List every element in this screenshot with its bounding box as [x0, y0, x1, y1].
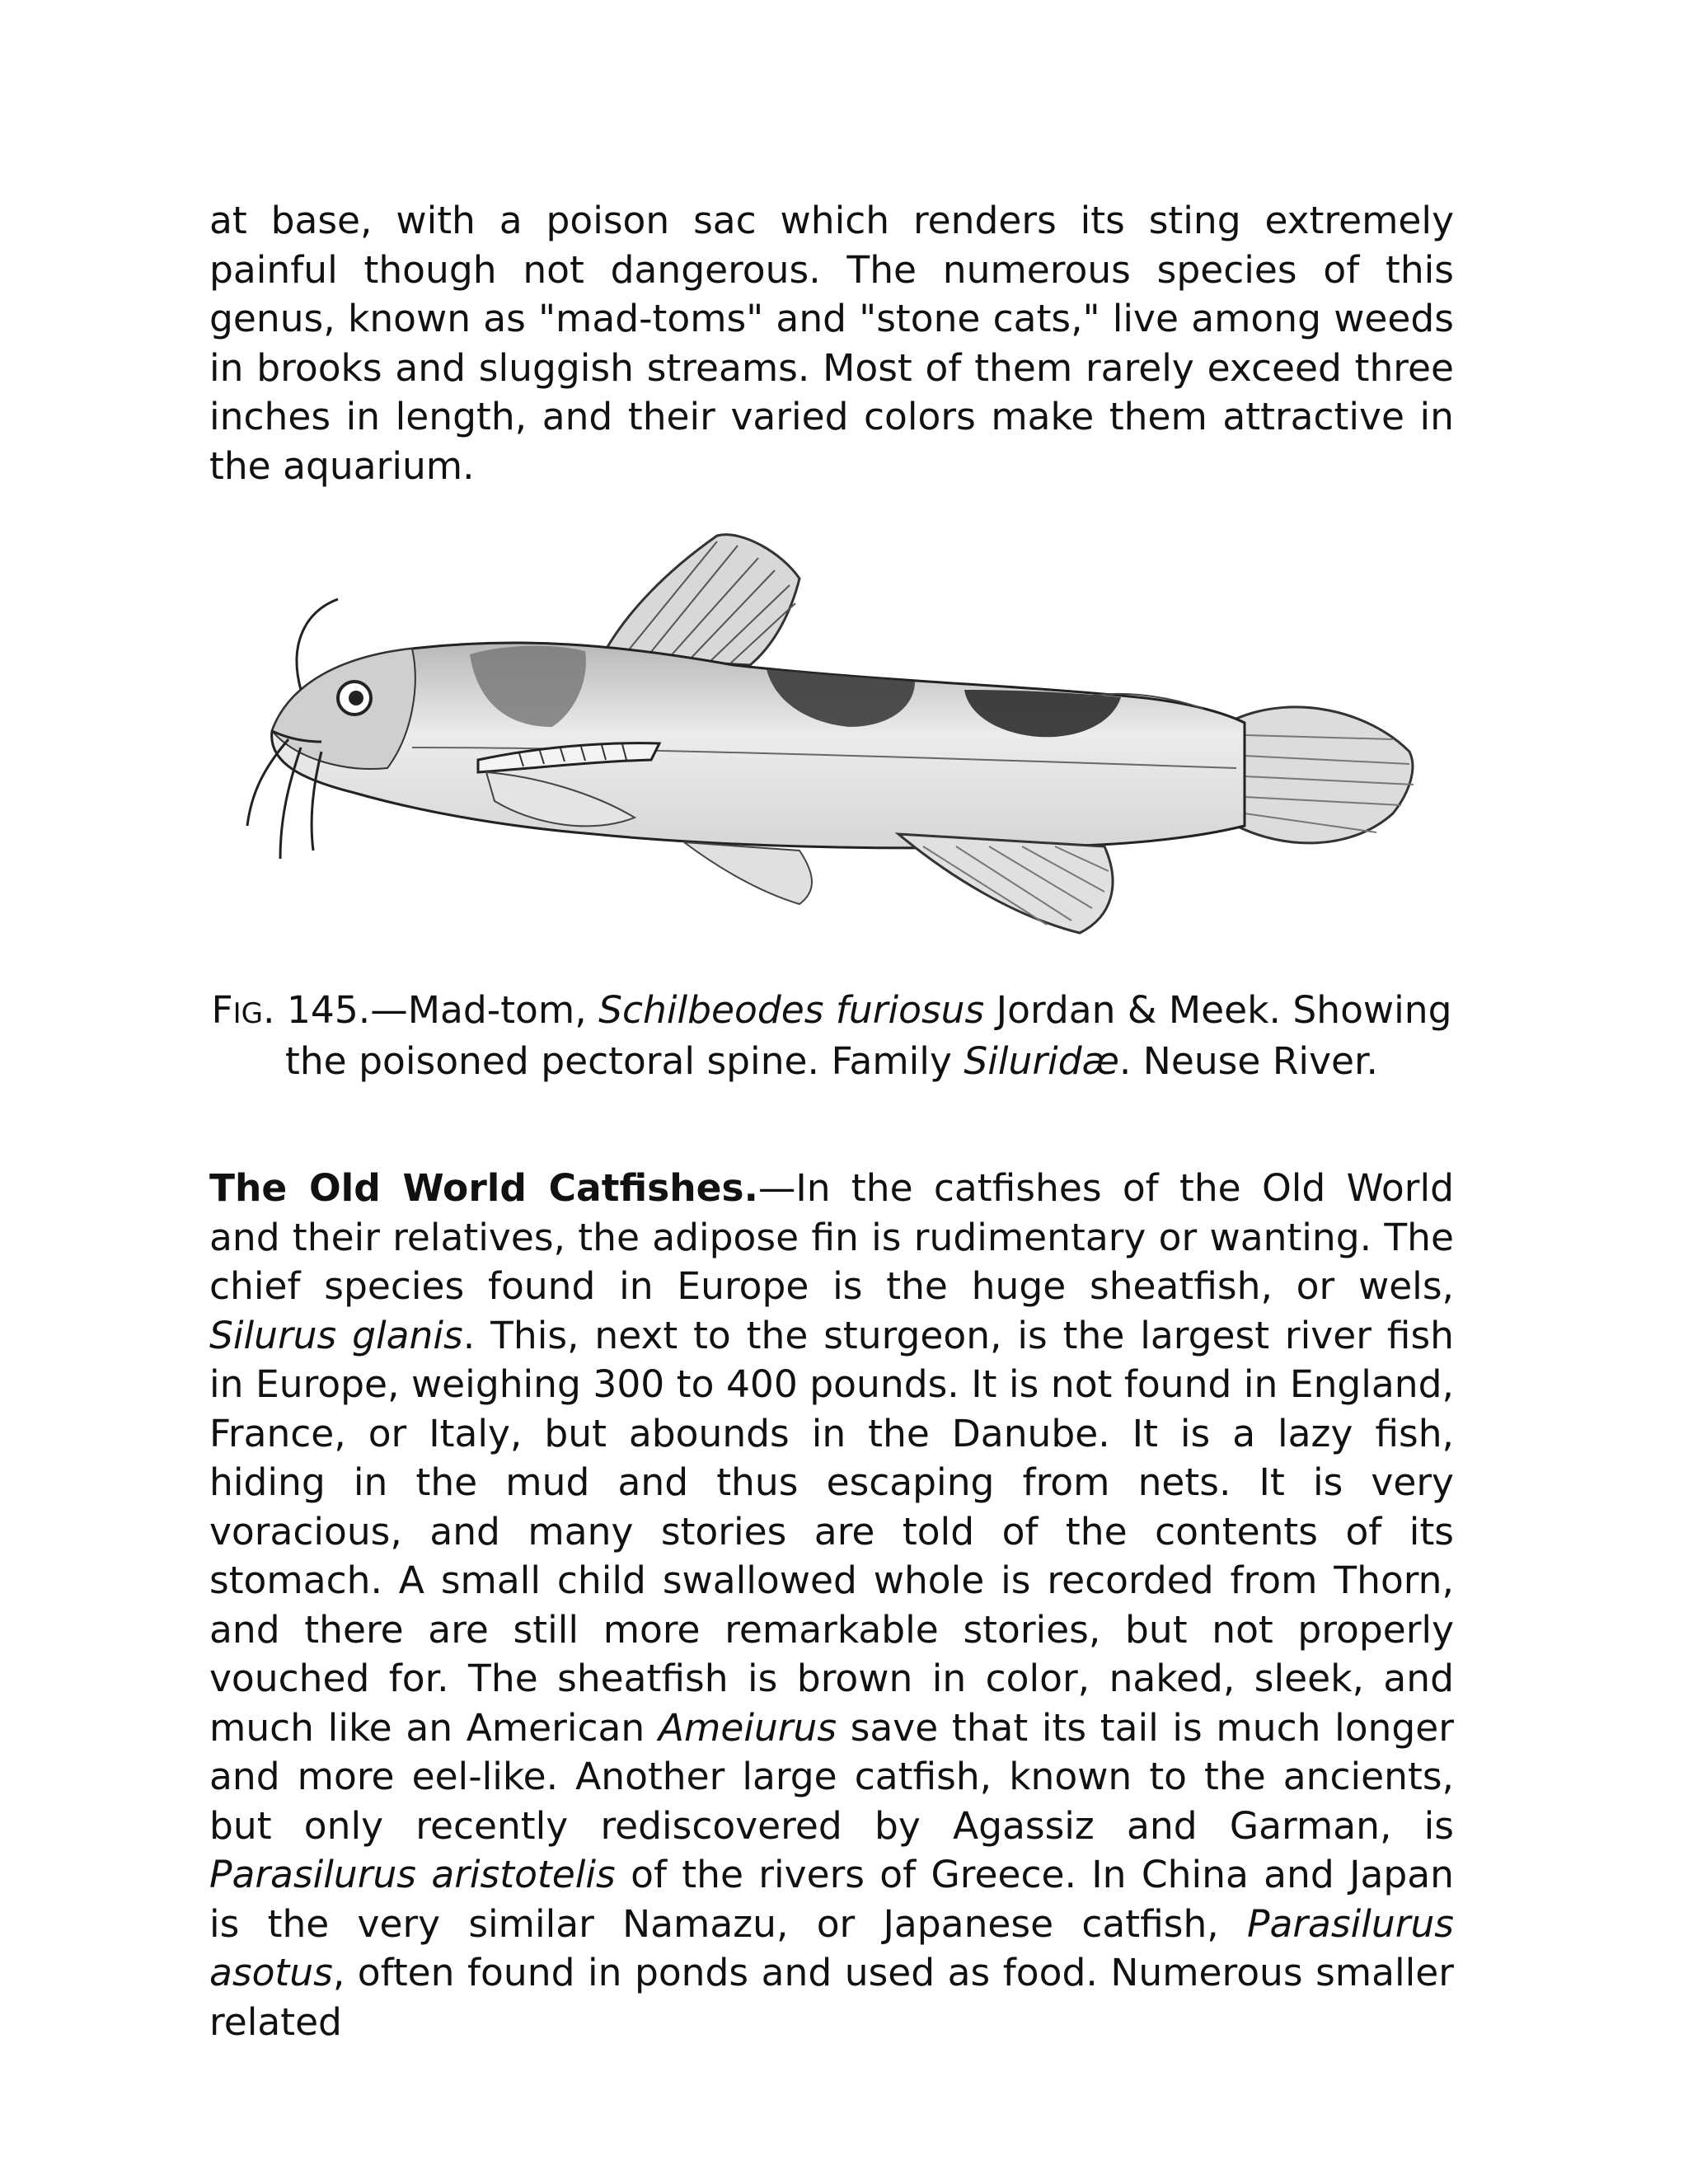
paragraph-old-world-catfishes — [209, 1164, 1454, 2046]
text-run-1: —In the catfishes of the Old World and their relatives, the adipose fin is rudimentary or wanting. The chief species found in Europe is the huge sheatfish, or wels, — [209, 1166, 1454, 1308]
figure-caption — [209, 987, 1454, 1085]
text-run-2: . This, next to the sturgeon, is the largest river fish in Europe, weighing 300 to 400 pounds. It is not found in England, France, or Italy, but abounds in the Danube. It is a lazy fish, hiding in the mud and thus escaping from nets. It is very voracious, and many stories are told of the contents of its stomach. A small child swallowed whole is recorded from Thorn, and there are still more remarkable stories, but not properly vouched for. The sheatfish is brown in color, naked, sleek, and much like an American — [209, 1313, 1454, 1750]
caption-fig-f: F — [211, 988, 233, 1032]
italic-parasilurus-aristotelis: Parasilurus aristotelis — [209, 1853, 616, 1896]
italic-silurus-glanis: Silurus glanis — [209, 1313, 463, 1357]
caption-species: Schilbeodes furiosus — [598, 988, 985, 1032]
italic-ameiurus: Ameiurus — [658, 1705, 837, 1750]
text-run-3: save that its tail is much longer and more eel-like. Another large catfish, known to the ancients, but only recently rediscovered by Agassiz and Garman, is — [209, 1705, 1454, 1848]
caption-family: Siluridæ — [964, 1039, 1119, 1083]
caption-locality: . Neuse River. — [1118, 1039, 1378, 1083]
text-run-4: of the rivers of Greece. In China and Japan is the very similar Namazu, or Japanese catfish, — [209, 1853, 1454, 1946]
caption-fig-ig: IG — [232, 997, 264, 1030]
caption-number: . 145.—Mad-tom, — [263, 988, 599, 1032]
section-heading: The Old World Catfishes. — [209, 1166, 758, 1210]
caption-authority: Jordan & Meek. Showing the poisoned pectoral spine. Family — [285, 988, 1452, 1083]
madtom-illustration — [223, 521, 1442, 966]
italic-parasilurus-asotus: Parasilurus asotus — [209, 1901, 1454, 1994]
text-run-5: , often found in ponds and used as food. Numerous smaller related — [209, 1951, 1454, 2044]
paragraph-madtom: at base, with a poison sac which renders its sting extremely painful though not dangerous. The numerous species of this genus, known as "mad-toms" and "stone cats," live among weeds in brooks and sluggish streams. Most of them rarely exceed three inches in length, and their varied colors make them attractive in the aquarium. — [209, 199, 1454, 488]
